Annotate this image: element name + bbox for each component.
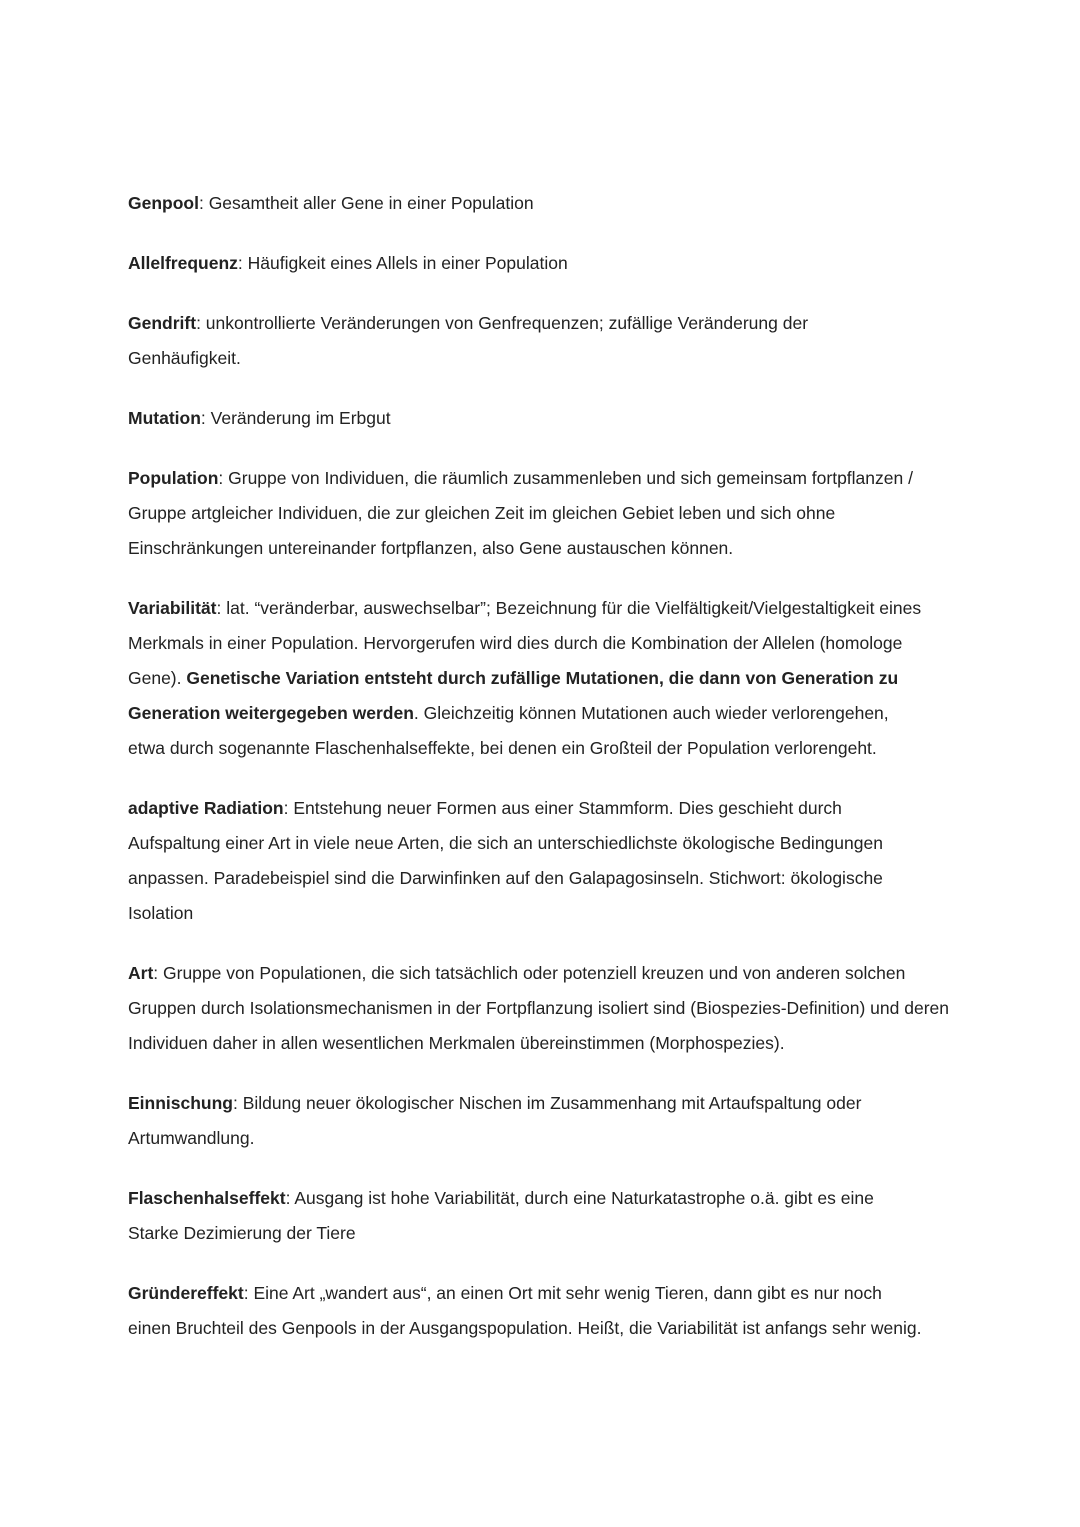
definition-text: : Entstehung neuer Formen aus einer Stammform. Dies geschieht durch Aufspaltung einer Art in viele neue Arten, die sich an unterschiedlichste ökologische Bedingungen anpassen. Paradebeispiel sind die Darwinfinken auf den Galapagosinseln. Stichwort: ökologische Isolation [128,798,883,923]
term-label: Allelfrequenz [128,253,238,273]
definition-mutation [128,401,958,436]
definition-flaschenhalseffekt [128,1181,918,1251]
definition-text: : unkontrollierte Veränderungen von Genfrequenzen; zufällige Veränderung der Genhäufigkeit. [128,313,809,368]
definition-emphasis: Genetische Variation entsteht durch zufällige Mutationen, die dann von Generation zu Generation weitergegeben werden [128,668,899,723]
definition-allelfrequenz [128,246,958,281]
definition-gruendereffekt [128,1276,928,1346]
term-label: Variabilität [128,598,217,618]
definition-text: : Gruppe von Individuen, die räumlich zusammenleben und sich gemeinsam fortpflanzen / Gruppe artgleicher Individuen, die zur gleichen Zeit im gleichen Gebiet leben und sich ohne Einschränkungen untereinander fortpflanzen, also Gene austauschen können. [128,468,913,558]
term-label: Einnischung [128,1093,233,1113]
definition-text: : Eine Art „wandert aus“, an einen Ort mit sehr wenig Tieren, dann gibt es nur noch einen Bruchteil des Genpools in der Ausgangspopulation. Heißt, die Variabilität ist anfangs sehr wenig. [128,1283,922,1338]
term-label: Art [128,963,154,983]
term-label: Flaschenhalseffekt [128,1188,286,1208]
definition-text: : Häufigkeit eines Allels in einer Population [237,253,568,273]
definition-gendrift [128,306,858,376]
term-label: Genpool [128,193,199,213]
term-label: Mutation [128,408,201,428]
document-page [128,186,958,1371]
definition-text: : Gruppe von Populationen, die sich tatsächlich oder potenziell kreuzen und von anderen solchen Gruppen durch Isolationsmechanismen in der Fortpflanzung isoliert sind (Biospezies-Definition) und deren Individuen daher in allen wesentlichen Merkmalen übereinstimmen (Morphospezies). [128,963,949,1053]
term-label: Population [128,468,219,488]
definition-einnischung [128,1086,898,1156]
definition-text: : lat. “veränderbar, auswechselbar”; Bezeichnung für die Vielfältigkeit/Vielgestaltigkeit eines Merkmals in einer Population. Hervorgerufen wird dies durch die Kombination der Allelen (homologe Gene). [128,598,922,688]
definition-genpool [128,186,958,221]
term-label: adaptive Radiation [128,798,284,818]
definition-population [128,461,958,566]
definition-text-continued: . Gleichzeitig können Mutationen auch wieder verlorengehen, etwa durch sogenannte Flaschenhalseffekte, bei denen ein Großteil der Population verlorengeht. [128,703,889,758]
definition-art [128,956,958,1061]
term-label: Gründereffekt [128,1283,244,1303]
definition-text: : Ausgang ist hohe Variabilität, durch eine Naturkatastrophe o.ä. gibt es eine Starke Dezimierung der Tiere [128,1188,874,1243]
definition-text: : Gesamtheit aller Gene in einer Population [198,193,534,213]
definition-adaptive-radiation [128,791,928,931]
definition-variabilitaet [128,591,928,766]
definition-text: : Veränderung im Erbgut [200,408,391,428]
term-label: Gendrift [128,313,197,333]
definition-text: : Bildung neuer ökologischer Nischen im Zusammenhang mit Artaufspaltung oder Artumwandlung. [128,1093,862,1148]
